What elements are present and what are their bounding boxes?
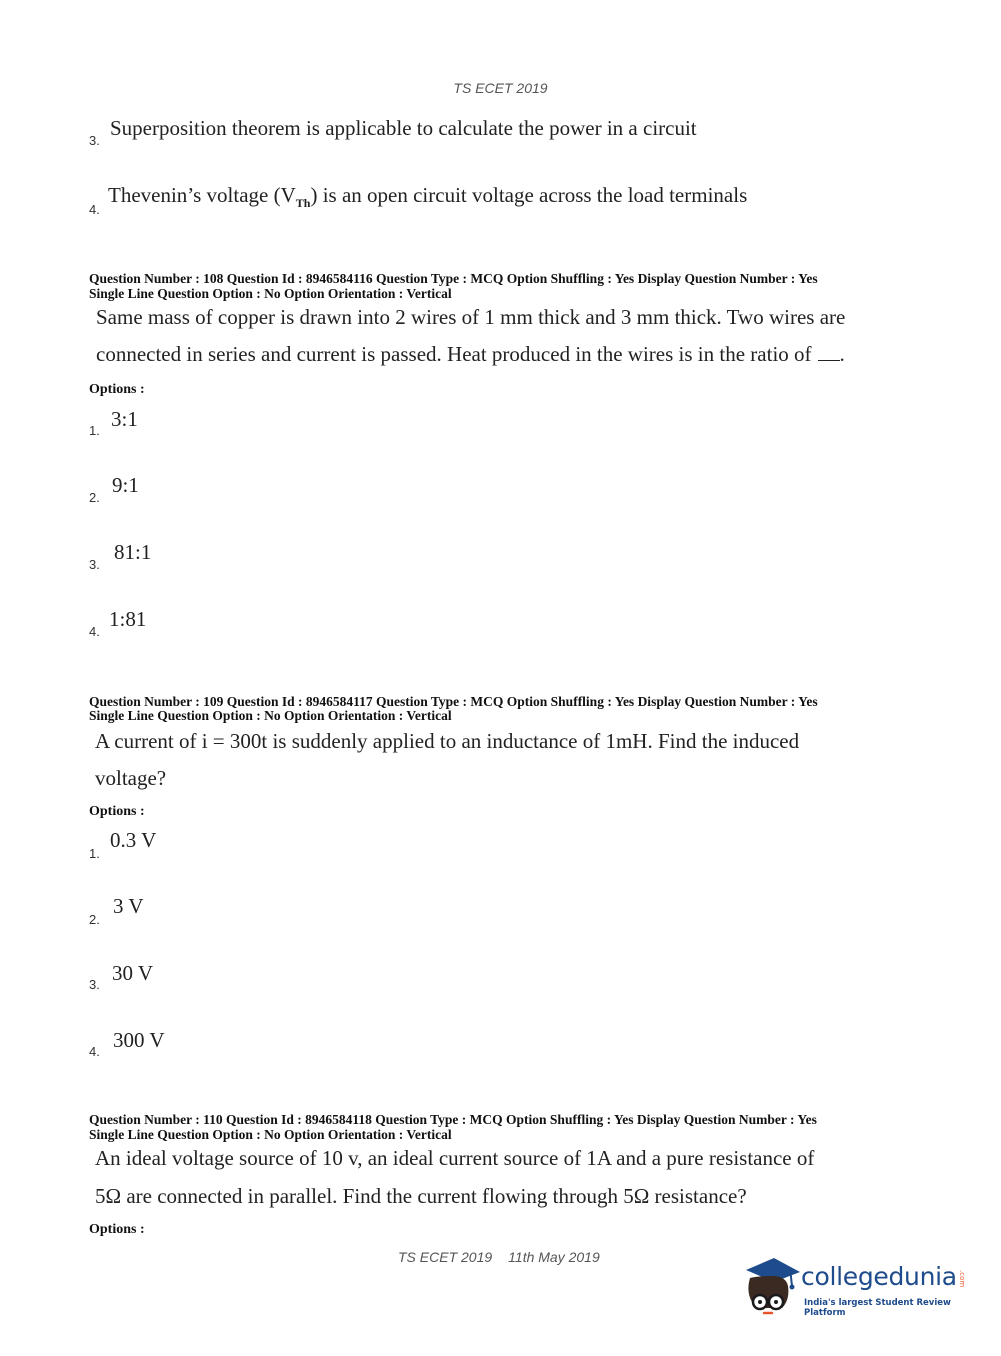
footer-text: TS ECET 2019 11th May 2019 xyxy=(398,1249,600,1265)
option-text: 1:81 xyxy=(109,607,147,631)
question-text: voltage? xyxy=(95,766,167,790)
option-text: Superposition theorem is applicable to calculate the power in a circuit xyxy=(110,116,697,140)
question-text: Same mass of copper is drawn into 2 wires of 1 mm thick and 3 mm thick. Two wires are xyxy=(96,305,846,329)
option-number: 3. xyxy=(89,977,100,992)
option-number: 1. xyxy=(89,423,100,438)
option-text: Thevenin’s voltage $(V_{Th})$ is an open circuit voltage across the load terminals xyxy=(108,183,748,211)
question-meta-line: Question Number : 109 Question Id : 8946584117 Question Type : MCQ Option Shuffling : Yes Display Question Number : Yes xyxy=(89,694,818,709)
option-number: 4. xyxy=(89,202,100,217)
question-text: connected in series and current is passed. Heat produced in the wires is in the ratio of . xyxy=(96,342,845,366)
option-number: 2. xyxy=(89,490,100,505)
option-text: 3 V xyxy=(113,894,144,918)
options-label: Options : xyxy=(89,1222,145,1237)
option-text: 30 V xyxy=(112,961,154,985)
question-meta-line: Question Number : 108 Question Id : 8946584116 Question Type : MCQ Option Shuffling : Yes Display Question Number : Yes xyxy=(89,271,818,286)
page-header: TS ECET 2019 xyxy=(453,80,548,96)
logo-suffix: .com xyxy=(958,1270,966,1288)
option-number: 3. xyxy=(89,557,100,572)
option-text: 9:1 xyxy=(112,473,139,497)
collegedunia-logo xyxy=(742,1250,972,1320)
question-meta-line: Single Line Question Option : No Option Orientation : Vertical xyxy=(89,1127,452,1142)
question-text: 5Ω are connected in parallel. Find the current flowing through 5Ω resistance? xyxy=(95,1184,747,1208)
question-text: An ideal voltage source of 10 v, an ideal current source of 1A and a pure resistance of xyxy=(95,1146,815,1170)
question-meta-line: Single Line Question Option : No Option Orientation : Vertical xyxy=(89,286,452,301)
option-number: 4. xyxy=(89,1044,100,1059)
option-text: 300 V xyxy=(113,1028,165,1052)
option-number: 2. xyxy=(89,912,100,927)
option-text: 3:1 xyxy=(111,407,138,431)
option-text: 0.3 V xyxy=(110,828,157,852)
question-meta-line: Question Number : 110 Question Id : 8946584118 Question Type : MCQ Option Shuffling : Yes Display Question Number : Yes xyxy=(89,1112,817,1127)
option-number: 3. xyxy=(89,133,100,148)
option-number: 4. xyxy=(89,624,100,639)
option-number: 1. xyxy=(89,846,100,861)
options-label: Options : xyxy=(89,804,145,819)
options-label: Options : xyxy=(89,382,145,397)
answer-blank xyxy=(818,360,840,361)
question-meta-line: Single Line Question Option : No Option Orientation : Vertical xyxy=(89,708,452,723)
option-text: 81:1 xyxy=(114,540,152,564)
logo-tagline: India's largest Student Review Platform xyxy=(804,1298,951,1318)
logo-wordmark: collegedunia xyxy=(801,1262,957,1291)
question-text: A current of i = 300t is suddenly applied to an inductance of 1mH. Find the induced xyxy=(95,729,800,753)
mascot-icon xyxy=(742,1250,802,1318)
